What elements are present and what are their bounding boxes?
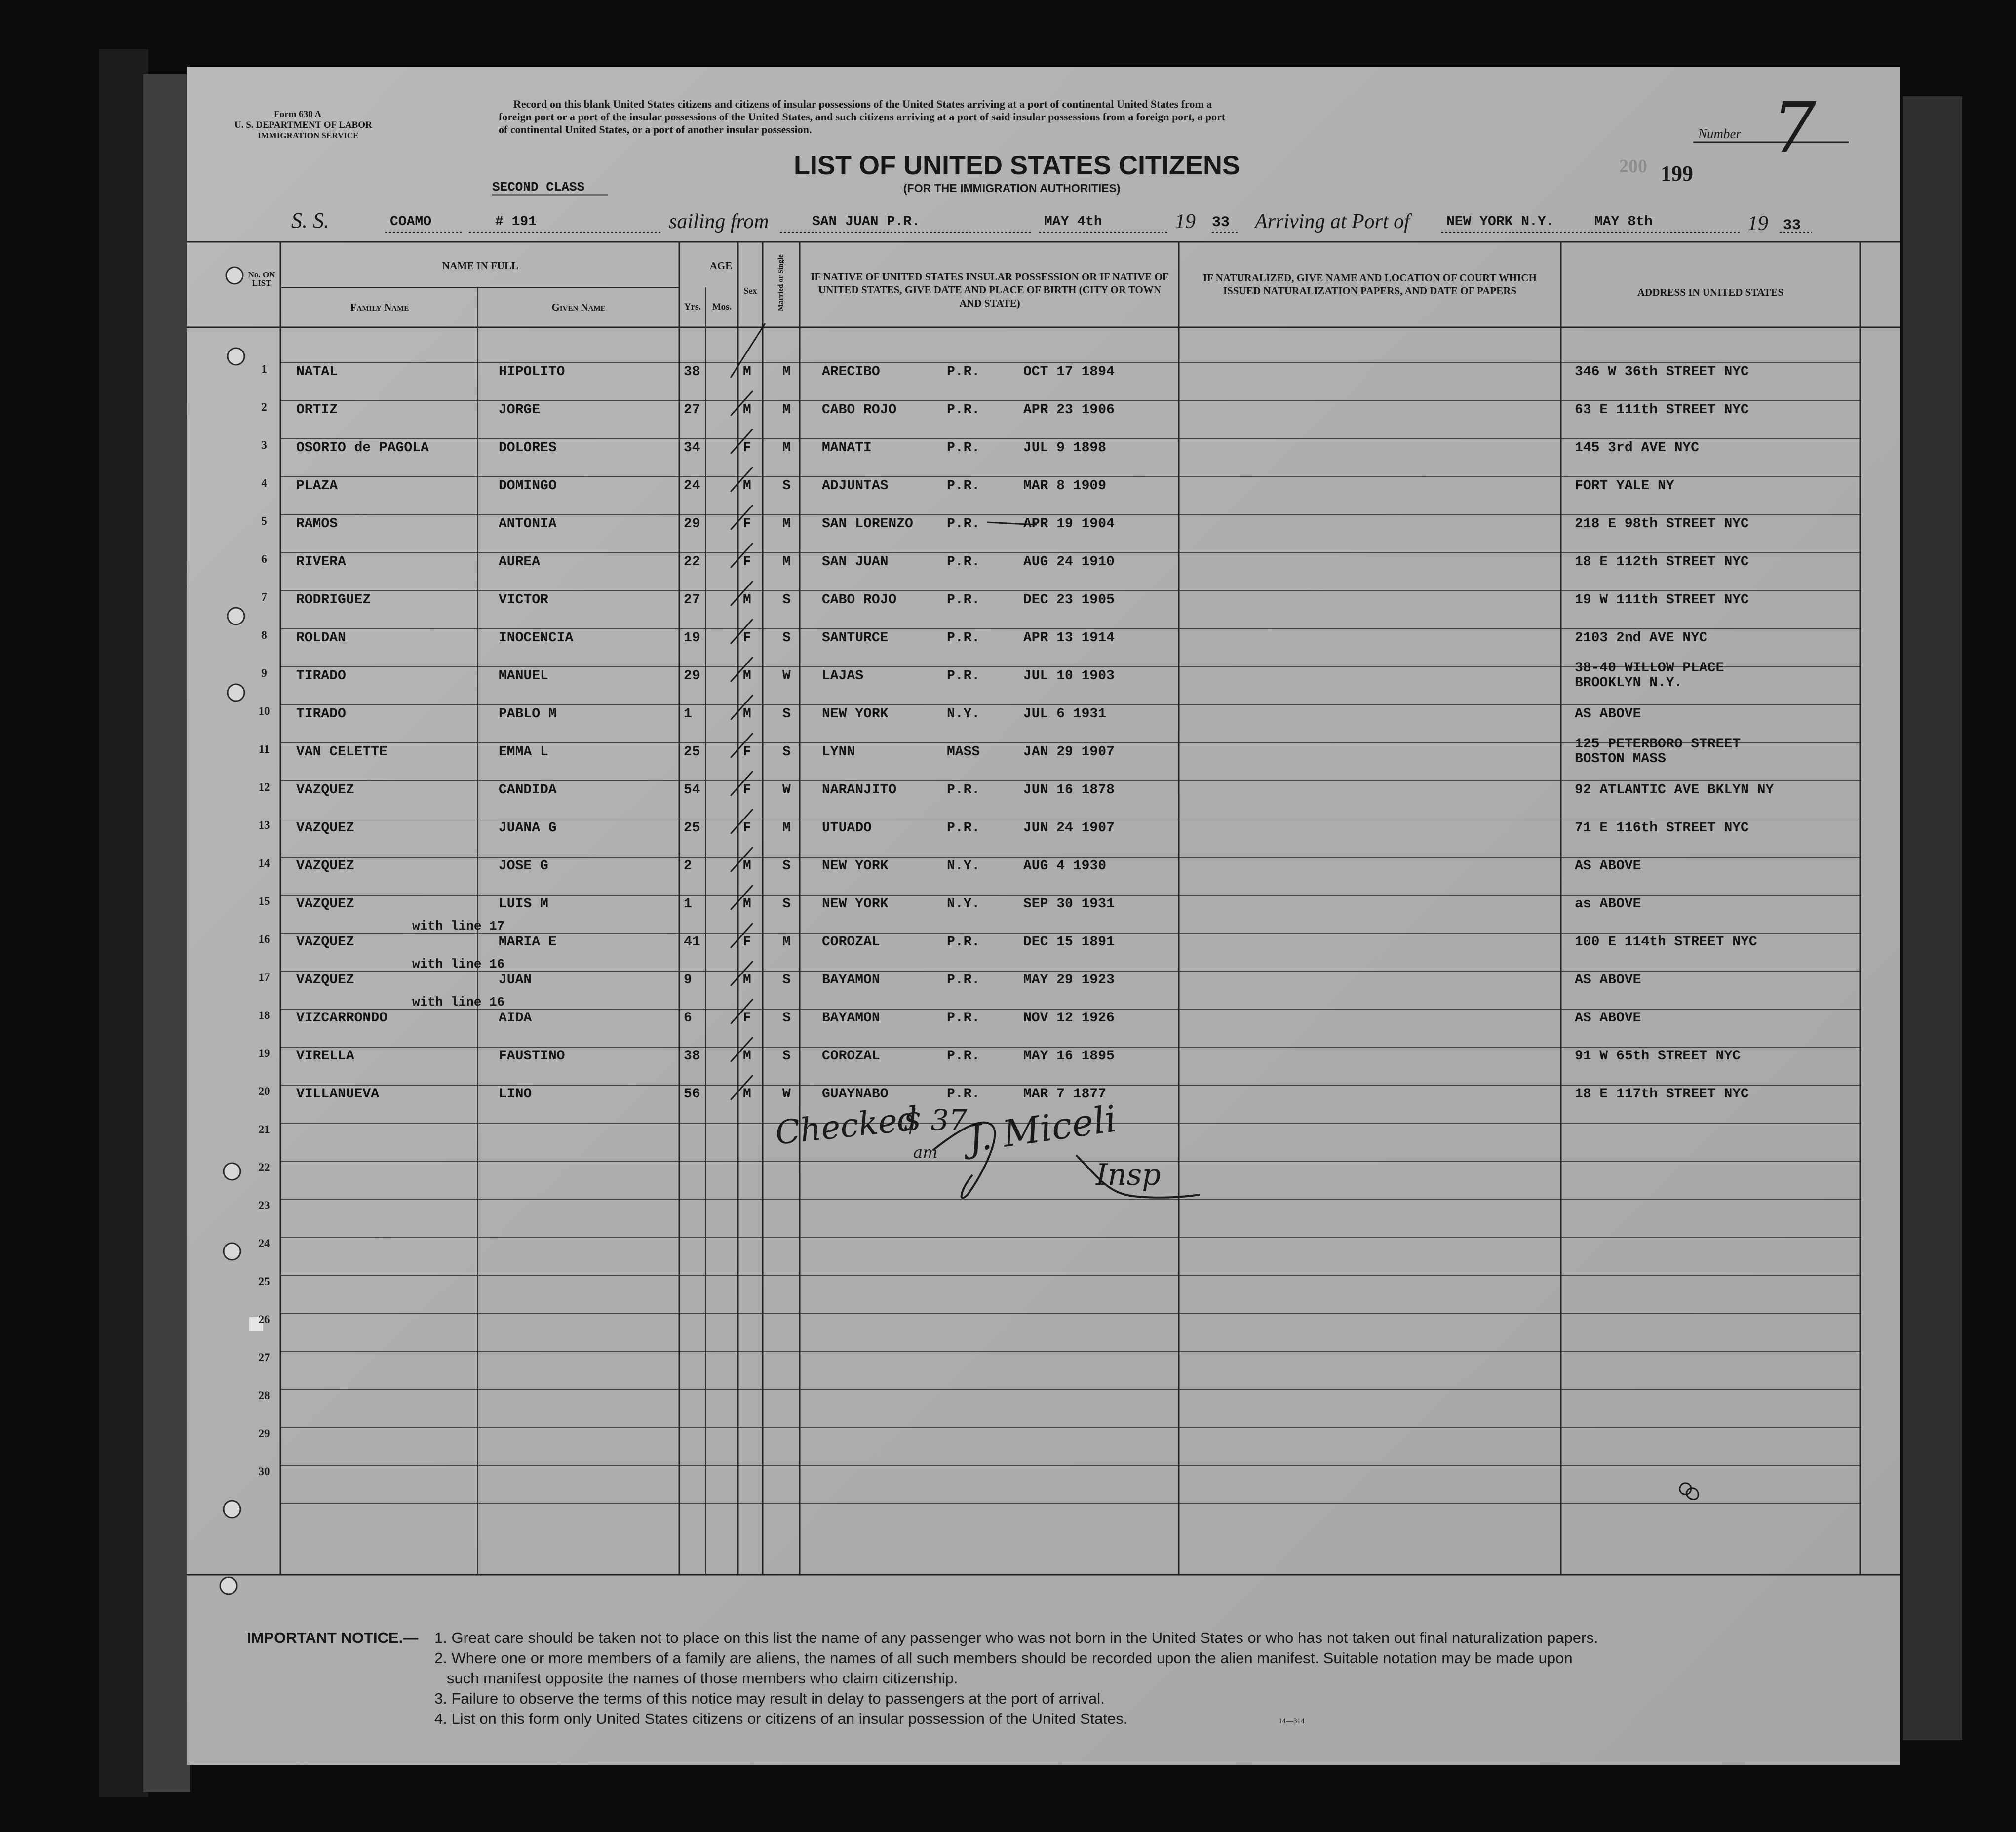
paper-sheet <box>187 67 1900 1765</box>
us-address: AS ABOVE <box>1575 1011 1641 1026</box>
checked-annotation: Checked <box>773 1099 920 1152</box>
row-number: 9 <box>261 667 267 679</box>
marital-status: M <box>782 554 791 570</box>
sex: M <box>743 402 751 418</box>
us-address: 2103 2nd AVE NYC <box>1575 630 1707 646</box>
arrival-year-prefix: 19 <box>1747 212 1768 235</box>
family-name: RAMOS <box>296 516 338 532</box>
us-address: FORT YALE NY <box>1575 478 1674 494</box>
birth-date: NOV 12 1926 <box>1023 1011 1115 1026</box>
sex: F <box>743 554 751 570</box>
marital-status: M <box>782 364 791 380</box>
marital-status: M <box>782 820 791 836</box>
us-address-line-2: BOSTON MASS <box>1575 751 1666 767</box>
us-address: 18 E 117th STREET NYC <box>1575 1087 1749 1102</box>
row-number: 28 <box>258 1389 270 1402</box>
birth-state: MASS <box>947 744 980 760</box>
sex: M <box>743 706 751 722</box>
given-name: DOMINGO <box>499 478 557 494</box>
departure-year-prefix: 19 <box>1175 210 1196 233</box>
age-years: 34 <box>684 440 700 456</box>
col-address: ADDRESS IN UNITED STATES <box>1637 286 1784 298</box>
row-number: 7 <box>261 591 267 603</box>
head-tax-amount: $ 37 <box>903 1103 968 1137</box>
family-name: VIZCARRONDO <box>296 1011 388 1026</box>
birth-date: JUL 10 1903 <box>1023 668 1115 684</box>
us-address: 100 E 114th STREET NYC <box>1575 935 1757 950</box>
sex: F <box>743 1011 751 1026</box>
birth-date: JUL 9 1898 <box>1023 440 1107 456</box>
us-address: 19 W 111th STREET NYC <box>1575 592 1749 608</box>
col-no-on-list: No. ON LIST <box>248 270 275 288</box>
instructions-line-1: Record on this blank United States citizens and citizens of insular possessions of the United States arriving at a port of continental United States from a <box>513 98 1212 110</box>
notice-line-1: 1. Great care should be taken not to place on this list the name of any passenger who was not born in the United States or who has not taken out final naturalization papers. <box>434 1629 1598 1646</box>
age-years: 29 <box>684 516 700 532</box>
sex: F <box>743 630 751 646</box>
us-address: AS ABOVE <box>1575 706 1641 722</box>
birth-state: N.Y. <box>947 897 980 912</box>
row-number: 1 <box>261 363 267 375</box>
row-number: 23 <box>258 1199 270 1211</box>
given-name: VICTOR <box>499 592 548 608</box>
sex: F <box>743 820 751 836</box>
age-years: 24 <box>684 478 700 494</box>
row-number: 5 <box>261 515 267 527</box>
marital-status: S <box>782 478 791 494</box>
birth-date: MAR 8 1909 <box>1023 478 1107 494</box>
departure-year-suffix: 33 <box>1212 214 1230 231</box>
row-note: with line 16 <box>412 957 505 972</box>
print-code: 14—314 <box>1279 1717 1305 1725</box>
row-note: with line 17 <box>412 919 505 934</box>
col-naturalization: IF NATURALIZED, GIVE NAME AND LOCATION OF COURT WHICH ISSUED NATURALIZATION PAPERS, AND DATE OF PAPERS <box>1203 272 1537 297</box>
given-name: ANTONIA <box>499 516 557 532</box>
family-name: VILLANUEVA <box>296 1087 380 1102</box>
family-name: ORTIZ <box>296 402 338 418</box>
col-name-in-full: NAME IN FULL <box>442 260 518 272</box>
birth-date: DEC 15 1891 <box>1023 935 1115 950</box>
given-name: PABLO M <box>499 706 557 722</box>
birth-place: ARECIBO <box>822 364 880 380</box>
birth-date: JUL 6 1931 <box>1023 706 1107 722</box>
given-name: DOLORES <box>499 440 557 456</box>
row-number: 29 <box>258 1427 270 1440</box>
birth-state: P.R. <box>947 935 980 950</box>
birth-date: AUG 4 1930 <box>1023 858 1107 874</box>
row-number: 13 <box>258 819 270 831</box>
us-address: 346 W 36th STREET NYC <box>1575 364 1749 380</box>
sex: F <box>743 744 751 760</box>
age-years: 1 <box>684 897 692 912</box>
row-number: 16 <box>258 933 270 945</box>
row-number: 26 <box>258 1313 270 1325</box>
page-subtitle: (FOR THE IMMIGRATION AUTHORITIES) <box>903 182 1121 195</box>
age-years: 2 <box>684 858 692 874</box>
sex: M <box>743 364 751 380</box>
faint-page-number: 200 <box>1619 156 1647 177</box>
age-years: 22 <box>684 554 700 570</box>
birth-place: LYNN <box>822 744 855 760</box>
ship-name: COAMO <box>390 214 432 230</box>
col-family-name: Family Name <box>350 301 409 313</box>
birth-state: P.R. <box>947 1049 980 1064</box>
us-address: 218 E 98th STREET NYC <box>1575 516 1749 532</box>
birth-state: P.R. <box>947 973 980 988</box>
birth-date: DEC 23 1905 <box>1023 592 1115 608</box>
row-number: 8 <box>261 629 267 641</box>
row-number: 22 <box>258 1161 270 1173</box>
birth-state: P.R. <box>947 364 980 380</box>
marital-status: M <box>782 402 791 418</box>
col-age: AGE <box>709 260 733 272</box>
notice-line-4: 3. Failure to observe the terms of this notice may result in delay to passengers at the port of arrival. <box>434 1690 1105 1707</box>
given-name: JUAN <box>499 973 532 988</box>
notice-line-2: 2. Where one or more members of a family are aliens, the names of all such members should be recorded upon the alien manifest. Suitable notation may be made upon <box>434 1649 1573 1667</box>
marital-status: S <box>782 592 791 608</box>
birth-place: CABO ROJO <box>822 592 897 608</box>
age-years: 38 <box>684 1049 700 1064</box>
sex: M <box>743 897 751 912</box>
amount-subscript: am <box>913 1143 938 1162</box>
us-address: 71 E 116th STREET NYC <box>1575 820 1749 836</box>
row-number: 11 <box>259 743 270 755</box>
birth-place: CABO ROJO <box>822 402 897 418</box>
row-number: 18 <box>258 1009 270 1021</box>
given-name: LINO <box>499 1087 532 1102</box>
birth-date: OCT 17 1894 <box>1023 364 1115 380</box>
birth-date: APR 23 1906 <box>1023 402 1115 418</box>
marital-status: S <box>782 630 791 646</box>
family-name: RODRIGUEZ <box>296 592 371 608</box>
age-years: 25 <box>684 744 700 760</box>
sex: F <box>743 782 751 798</box>
marital-status: S <box>782 1049 791 1064</box>
birth-date: APR 19 1904 <box>1023 516 1115 532</box>
birth-place: NEW YORK <box>822 858 889 874</box>
sailing-label: sailing from <box>669 210 769 233</box>
age-years: 9 <box>684 973 692 988</box>
birth-place: SAN JUAN <box>822 554 889 570</box>
age-years: 19 <box>684 630 700 646</box>
given-name: FAUSTINO <box>499 1049 565 1064</box>
family-name: PLAZA <box>296 478 338 494</box>
us-address: 125 PETERBORO STREET <box>1575 737 1741 752</box>
sex: F <box>743 440 751 456</box>
birth-place: UTUADO <box>822 820 872 836</box>
col-mos: Mos. <box>712 302 732 312</box>
given-name: JUANA G <box>499 820 557 836</box>
row-number: 6 <box>261 553 267 565</box>
marital-status: S <box>782 706 791 722</box>
us-address: 38-40 WILLOW PLACE <box>1575 661 1724 676</box>
age-years: 6 <box>684 1011 692 1026</box>
departure-port: SAN JUAN P.R. <box>812 214 920 230</box>
us-address: 92 ATLANTIC AVE BKLYN NY <box>1575 782 1774 798</box>
us-address: AS ABOVE <box>1575 858 1641 874</box>
row-number: 19 <box>258 1047 270 1059</box>
row-number: 4 <box>261 477 267 489</box>
sex: M <box>743 592 751 608</box>
inspector-signature: J. Miceli <box>965 1097 1120 1161</box>
birth-state: P.R. <box>947 440 980 456</box>
birth-state: P.R. <box>947 478 980 494</box>
birth-date: SEP 30 1931 <box>1023 897 1115 912</box>
age-years: 27 <box>684 592 700 608</box>
row-number: 30 <box>258 1465 270 1478</box>
birth-place: SAN LORENZO <box>822 516 913 532</box>
given-name: AIDA <box>499 1011 532 1026</box>
family-name: VAZQUEZ <box>296 820 354 836</box>
age-years: 56 <box>684 1087 700 1102</box>
birth-state: N.Y. <box>947 706 980 722</box>
age-years: 25 <box>684 820 700 836</box>
birth-date: JUN 16 1878 <box>1023 782 1115 798</box>
row-number: 24 <box>258 1237 270 1249</box>
row-number: 14 <box>258 857 270 869</box>
col-yrs: Yrs. <box>684 302 701 312</box>
marital-status: M <box>782 935 791 950</box>
birth-date: APR 13 1914 <box>1023 630 1115 646</box>
us-address: 63 E 111th STREET NYC <box>1575 402 1749 418</box>
birth-date: JUN 24 1907 <box>1023 820 1115 836</box>
birth-place: NARANJITO <box>822 782 897 798</box>
age-years: 29 <box>684 668 700 684</box>
birth-place: BAYAMON <box>822 973 880 988</box>
sex: F <box>743 516 751 532</box>
marital-status: W <box>782 782 791 798</box>
family-name: ROLDAN <box>296 630 346 646</box>
col-birth-info: IF NATIVE OF UNITED STATES INSULAR POSSESSION OR IF NATIVE OF UNITED STATES, GIVE DATE AND PLACE OF BIRTH (CITY OR TOWN AND STATE) <box>811 271 1169 309</box>
row-number: 12 <box>258 781 270 793</box>
instructions-line-3: of continental United States, or a port of another insular possession. <box>499 123 812 136</box>
instructions-line-2: foreign port or a port of the insular possessions of the United States, and such citizens arriving at a port of said insular possessions from a foreign port, a port <box>499 111 1226 123</box>
us-address: 18 E 112th STREET NYC <box>1575 554 1749 570</box>
notice-line-3: such manifest opposite the names of those members who claim citizenship. <box>447 1670 958 1687</box>
sex: F <box>743 935 751 950</box>
arrival-year-suffix: 33 <box>1783 217 1801 234</box>
birth-state: P.R. <box>947 630 980 646</box>
family-name: VAZQUEZ <box>296 973 354 988</box>
birth-state: P.R. <box>947 402 980 418</box>
family-name: VIRELLA <box>296 1049 354 1064</box>
birth-place: COROZAL <box>822 1049 880 1064</box>
birth-date: AUG 24 1910 <box>1023 554 1115 570</box>
departure-date: MAY 4th <box>1044 214 1102 230</box>
marital-status: S <box>782 897 791 912</box>
given-name: LUIS M <box>499 897 548 912</box>
birth-place: MANATI <box>822 440 872 456</box>
birth-state: P.R. <box>947 820 980 836</box>
birth-place: ADJUNTAS <box>822 478 889 494</box>
given-name: JORGE <box>499 402 541 418</box>
sex: M <box>743 1049 751 1064</box>
sex: M <box>743 668 751 684</box>
row-number: 3 <box>261 439 267 451</box>
family-name: TIRADO <box>296 706 346 722</box>
marital-status: S <box>782 744 791 760</box>
given-name: AUREA <box>499 554 541 570</box>
voyage-number: # 191 <box>495 214 537 230</box>
family-name: VAZQUEZ <box>296 935 354 950</box>
family-name: VAZQUEZ <box>296 858 354 874</box>
birth-state: P.R. <box>947 1087 980 1102</box>
row-number: 2 <box>261 401 267 413</box>
age-years: 54 <box>684 782 700 798</box>
birth-place: GUAYNABO <box>822 1087 889 1102</box>
us-address-line-2: BROOKLYN N.Y. <box>1575 675 1683 691</box>
given-name: CANDIDA <box>499 782 557 798</box>
birth-state: P.R. <box>947 554 980 570</box>
row-number: 27 <box>258 1351 270 1364</box>
birth-place: LAJAS <box>822 668 864 684</box>
row-number: 10 <box>258 705 270 717</box>
us-address: AS ABOVE <box>1575 973 1641 988</box>
col-given-name: Given Name <box>551 301 606 313</box>
age-years: 41 <box>684 935 700 950</box>
department-name: U. S. DEPARTMENT OF LABOR <box>234 120 372 130</box>
given-name: JOSE G <box>499 858 548 874</box>
given-name: MARIA E <box>499 935 557 950</box>
sex: M <box>743 858 751 874</box>
page-title: LIST OF UNITED STATES CITIZENS <box>794 151 1240 180</box>
col-sex: Sex <box>743 286 757 296</box>
sex: M <box>743 1087 751 1102</box>
birth-place: NEW YORK <box>822 706 889 722</box>
given-name: EMMA L <box>499 744 548 760</box>
given-name: HIPOLITO <box>499 364 565 380</box>
birth-place: SANTURCE <box>822 630 889 646</box>
birth-state: P.R. <box>947 516 980 532</box>
given-name: MANUEL <box>499 668 548 684</box>
marital-status: W <box>782 1087 791 1102</box>
row-number: 17 <box>258 971 270 983</box>
arriving-label: Arriving at Port of <box>1255 210 1410 233</box>
birth-place: NEW YORK <box>822 897 889 912</box>
page-number: 199 <box>1661 161 1693 186</box>
family-name: RIVERA <box>296 554 346 570</box>
age-years: 1 <box>684 706 692 722</box>
inspector-title: Insp <box>1096 1158 1161 1192</box>
arrival-date: MAY 8th <box>1594 214 1653 230</box>
given-name: INOCENCIA <box>499 630 574 646</box>
family-name: OSORIO de PAGOLA <box>296 440 429 456</box>
us-address: 91 W 65th STREET NYC <box>1575 1049 1741 1064</box>
marital-status: S <box>782 1011 791 1026</box>
sex: M <box>743 478 751 494</box>
birth-place: BAYAMON <box>822 1011 880 1026</box>
family-name: NATAL <box>296 364 338 380</box>
family-name: VAZQUEZ <box>296 897 354 912</box>
age-years: 38 <box>684 364 700 380</box>
us-address: 145 3rd AVE NYC <box>1575 440 1700 456</box>
row-note: with line 16 <box>412 995 505 1010</box>
class-label: SECOND CLASS <box>492 180 585 195</box>
row-number: 25 <box>258 1275 270 1287</box>
marital-status: S <box>782 858 791 874</box>
family-name: VAZQUEZ <box>296 782 354 798</box>
marital-status: W <box>782 668 791 684</box>
family-name: TIRADO <box>296 668 346 684</box>
birth-place: COROZAL <box>822 935 880 950</box>
arrival-port: NEW YORK N.Y. <box>1446 214 1554 230</box>
service-name: IMMIGRATION SERVICE <box>258 131 359 140</box>
birth-state: P.R. <box>947 1011 980 1026</box>
sheet-number: 7 <box>1772 88 1817 168</box>
birth-date: JAN 29 1907 <box>1023 744 1115 760</box>
age-years: 27 <box>684 402 700 418</box>
form-number: Form 630 A <box>274 109 322 119</box>
marital-status: M <box>782 440 791 456</box>
birth-state: N.Y. <box>947 858 980 874</box>
row-number: 20 <box>258 1085 270 1097</box>
family-name: VAN CELETTE <box>296 744 388 760</box>
birth-state: P.R. <box>947 782 980 798</box>
birth-state: P.R. <box>947 592 980 608</box>
marital-status: M <box>782 516 791 532</box>
row-number: 21 <box>258 1123 270 1135</box>
birth-date: MAY 29 1923 <box>1023 973 1115 988</box>
birth-state: P.R. <box>947 668 980 684</box>
birth-date: MAY 16 1895 <box>1023 1049 1115 1064</box>
col-married-or-single: Married or Single <box>777 254 785 311</box>
notice-heading: IMPORTANT NOTICE.— <box>247 1629 419 1646</box>
number-label: Number <box>1698 126 1741 141</box>
ss-label: S. S. <box>291 208 329 233</box>
row-number: 15 <box>258 895 270 907</box>
sex: M <box>743 973 751 988</box>
birth-date: MAR 7 1877 <box>1023 1087 1107 1102</box>
marital-status: S <box>782 973 791 988</box>
notice-line-5: 4. List on this form only United States citizens or citizens of an insular possession of the United States. <box>434 1710 1128 1727</box>
us-address: as ABOVE <box>1575 897 1641 912</box>
